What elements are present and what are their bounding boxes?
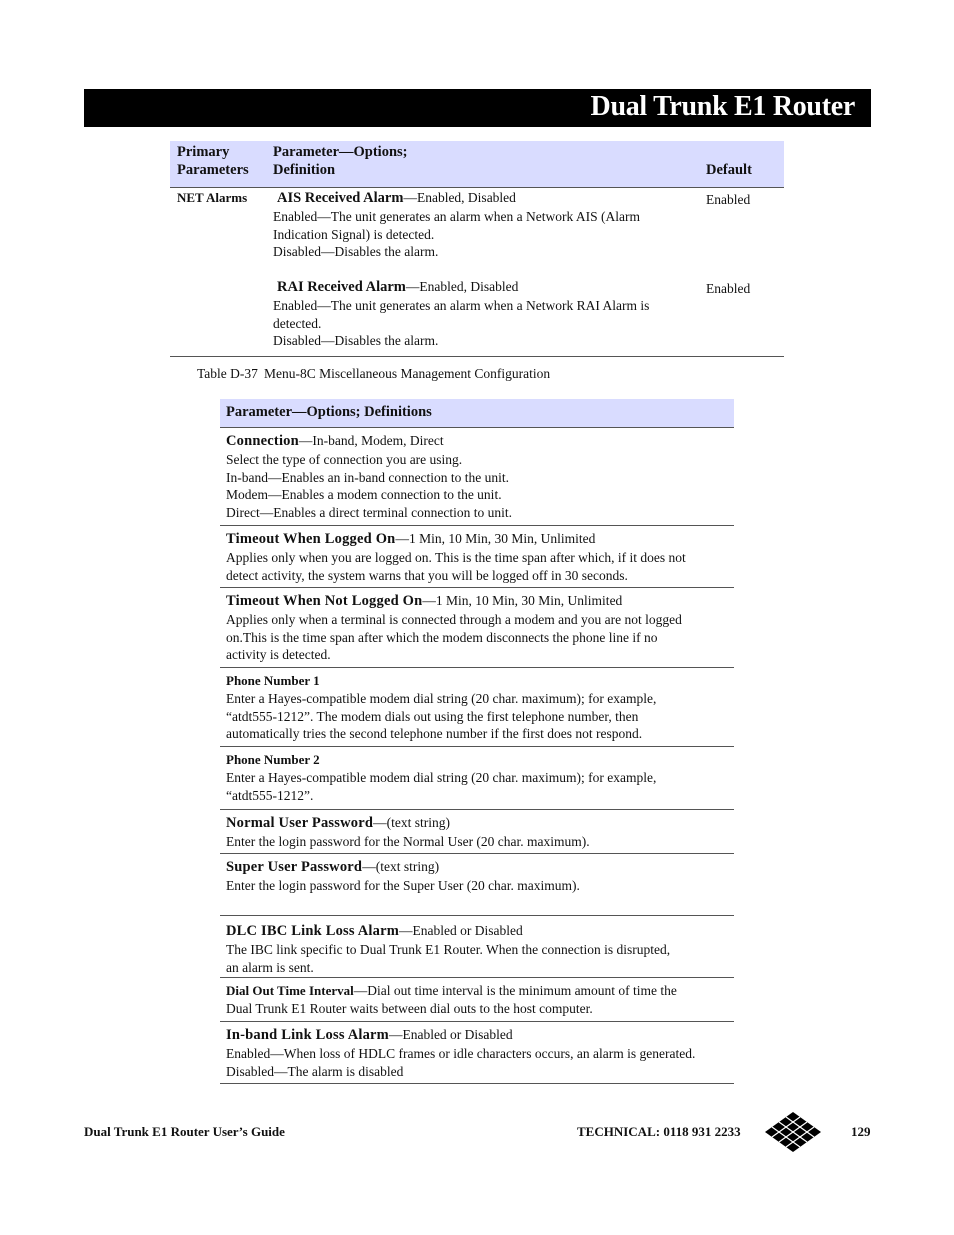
param-name: DLC IBC Link Loss Alarm [226, 923, 399, 939]
param-desc-line: Enabled—When loss of HDLC frames or idle characters occurs, an alarm is generated. [226, 1045, 696, 1061]
param-name: Normal User Password [226, 815, 374, 831]
black-box-logo-icon [764, 1111, 822, 1153]
param-desc-line: Enter the login password for the Super User (20 char. maximum). [226, 877, 580, 893]
param-desc-line: Enabled—The unit generates an alarm when a Network RAI Alarm is [273, 297, 650, 313]
default-value: Enabled [706, 192, 751, 207]
param-name: In-band Link Loss Alarm [226, 1027, 389, 1043]
param-desc-line: Select the type of connection you are using. [226, 451, 463, 467]
param-desc-line: Indication Signal) is detected. [273, 226, 435, 242]
caption-text: Menu-8C Miscellaneous Management Configuration [264, 366, 551, 381]
table-header [170, 141, 784, 188]
param-options: —(text string) [373, 815, 450, 830]
param-options: —1 Min, 10 Min, 30 Min, Unlimited [422, 593, 623, 608]
table-row-normal-user-password [220, 810, 734, 854]
header-primary-line2: Parameters [177, 162, 249, 178]
misc-management-table [220, 399, 734, 1084]
table-row-phone-number-2 [220, 747, 734, 810]
param-desc-line: Modem—Enables a modem connection to the unit. [226, 487, 502, 503]
param-desc-line: activity is detected. [226, 647, 331, 663]
param-options: —Dial out time interval is the minimum amount of time the [353, 983, 677, 998]
table-caption [197, 366, 550, 382]
param-name: Timeout When Logged On [226, 531, 396, 547]
footer-guide-title: Dual Trunk E1 Router User’s Guide [84, 1124, 285, 1139]
header-param-line1: Parameter—Options; [273, 144, 408, 160]
net-alarms-table [170, 141, 784, 357]
table-row-inband-link-loss-alarm [220, 1022, 734, 1084]
table-header: Parameter—Options; Definitions [220, 399, 734, 428]
table-row-timeout-logged-on [220, 526, 734, 588]
param-options: —Enabled or Disabled [388, 1027, 513, 1042]
footer-technical-phone: TECHNICAL: 0118 931 2233 [577, 1124, 741, 1139]
param-options: —Enabled, Disabled [403, 190, 516, 205]
param-desc-line: Dual Trunk E1 Router waits between dial outs to the host computer. [226, 1000, 593, 1016]
param-name: Connection [226, 433, 299, 449]
param-desc-line: detect activity, the system warns that you will be logged off in 30 seconds. [226, 567, 628, 583]
param-desc-line: Enter the login password for the Normal User (20 char. maximum). [226, 833, 590, 849]
param-options: —Enabled or Disabled [399, 923, 523, 938]
header-param-line2: Definition [273, 162, 336, 178]
caption-number: Table D-37 [197, 366, 258, 381]
param-name: Super User Password [226, 859, 363, 875]
param-desc-line: Disabled—The alarm is disabled [226, 1063, 404, 1079]
page-number: 129 [851, 1124, 871, 1139]
param-options: —Enabled, Disabled [405, 279, 519, 294]
param-desc-line: The IBC link specific to Dual Trunk E1 Router. When the connection is disrupted, [226, 941, 671, 957]
param-name: AIS Received Alarm [277, 190, 404, 206]
param-name: Phone Number 1 [226, 673, 320, 688]
param-desc-line: In-band—Enables an in-band connection to the unit. [226, 469, 510, 485]
param-name: Timeout When Not Logged On [226, 593, 423, 609]
param-name: Phone Number 2 [226, 752, 320, 767]
header-parameter-options [273, 143, 408, 179]
param-desc-line: “atdt555-1212”. [226, 787, 314, 803]
table-row-dlc-ibc-link-loss-alarm [220, 916, 734, 978]
table-row-timeout-not-logged-on [220, 588, 734, 668]
rai-received-alarm-entry [273, 278, 693, 350]
table-row [170, 188, 784, 357]
param-desc-line: an alarm is sent. [226, 959, 314, 975]
ais-received-alarm-entry [273, 189, 693, 261]
table-row-dial-out-time-interval [220, 978, 734, 1022]
header-primary-line1: Primary [177, 144, 230, 160]
param-desc-line: Enter a Hayes-compatible modem dial string (20 char. maximum); for example, [226, 769, 657, 785]
param-name: Dial Out Time Interval [226, 983, 354, 998]
table-row-phone-number-1 [220, 668, 734, 747]
param-options: —1 Min, 10 Min, 30 Min, Unlimited [395, 531, 596, 546]
param-options: —In-band, Modem, Direct [298, 433, 444, 448]
table-row-super-user-password [220, 854, 734, 916]
header-banner [84, 89, 871, 127]
default-value: Enabled [706, 281, 751, 296]
param-desc-line: Direct—Enables a direct terminal connection to unit. [226, 505, 513, 521]
table-row-connection [220, 428, 734, 526]
param-desc-line: Disabled—Disables the alarm. [273, 333, 439, 349]
param-desc-line: Enter a Hayes-compatible modem dial string (20 char. maximum); for example, [226, 690, 657, 706]
param-desc-line: automatically tries the second telephone number if the first does not respond. [226, 726, 643, 742]
param-desc-line: Disabled—Disables the alarm. [273, 244, 439, 260]
param-name: RAI Received Alarm [277, 279, 406, 295]
param-desc-line: Applies only when a terminal is connected through a modem and you are not logged [226, 611, 682, 627]
primary-parameter-net-alarms: NET Alarms [177, 190, 248, 205]
param-options: —(text string) [362, 859, 440, 874]
param-desc-line: Applies only when you are logged on. This is the time span after which, if it does not [226, 549, 686, 565]
param-desc-line: Enabled—The unit generates an alarm when a Network AIS (Alarm [273, 208, 640, 224]
param-desc-line: “atdt555-1212”. The modem dials out using the first telephone number, then [226, 708, 639, 724]
param-desc-line: detected. [273, 315, 322, 331]
page-title: Dual Trunk E1 Router [590, 91, 855, 122]
header-default: Default [706, 162, 752, 178]
param-desc-line: on.This is the time span after which the modem disconnects the phone line if no [226, 629, 658, 645]
header-primary-parameters [177, 143, 249, 179]
